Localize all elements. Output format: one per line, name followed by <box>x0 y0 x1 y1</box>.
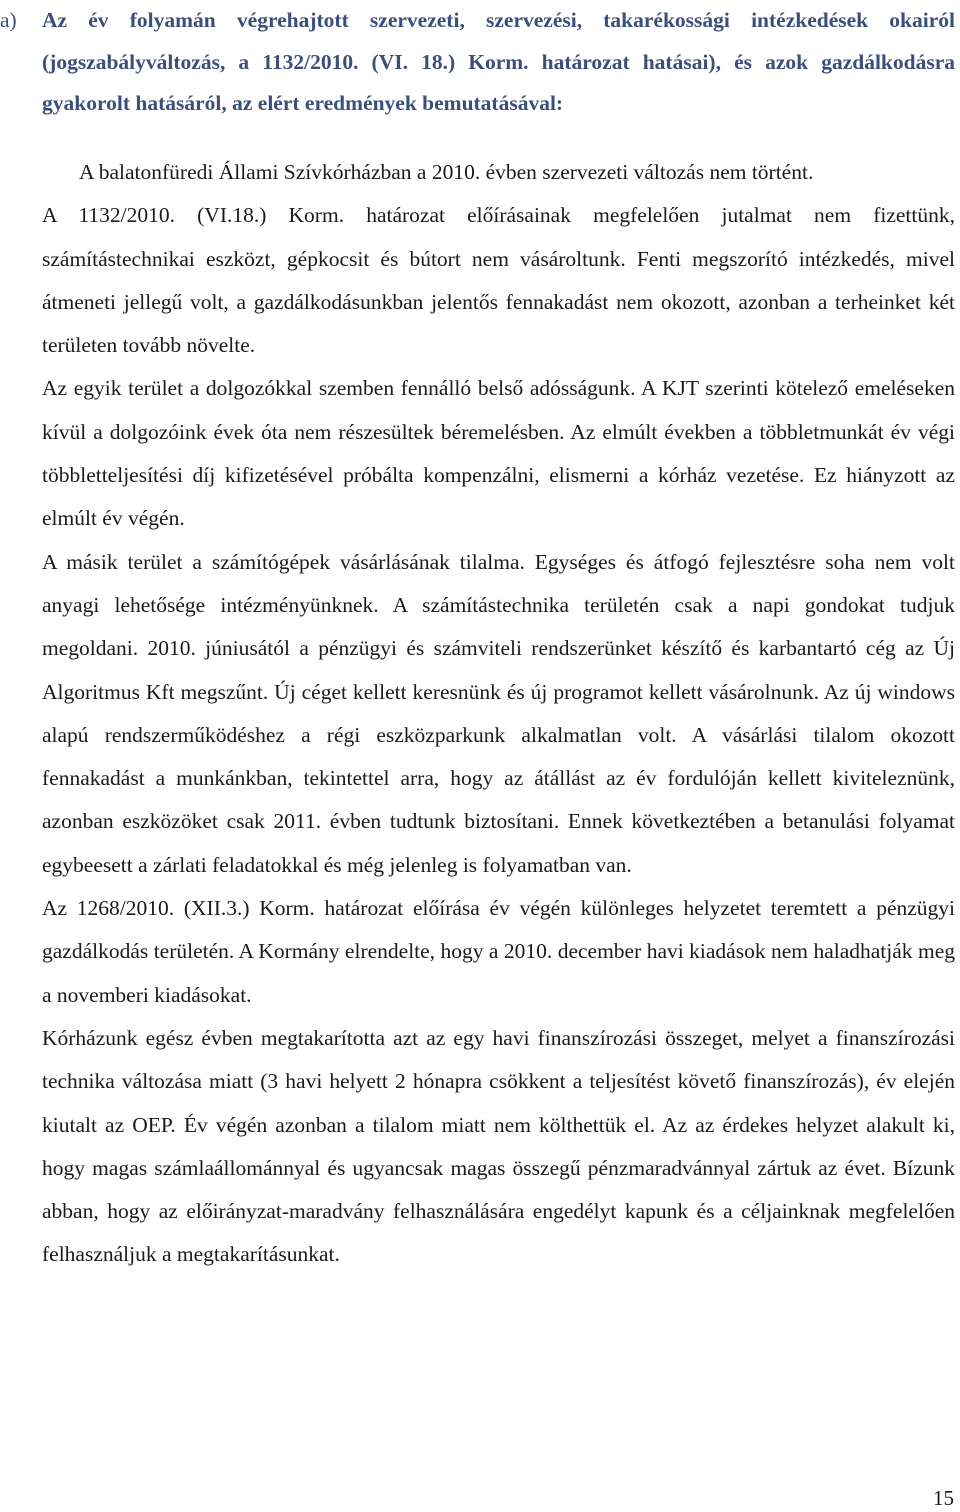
page-number: 15 <box>933 1486 954 1510</box>
list-marker: a) <box>0 8 17 32</box>
section-heading-text: Az év folyamán végrehajtott szervezeti, szervezési, takarékossági intézkedések okairól (jogszabályváltozás, a 1132/2010. (VI. 18.) Korm. határozat hatásai), és azok gazdálkodásra gyakorolt hatásáról, az elért eredmények bemutatásával: <box>42 8 955 115</box>
paragraph: Az 1268/2010. (XII.3.) Korm. határozat előírása év végén különleges helyzetet teremtett a pénzügyi gazdálkodás területén. A Kormány elrendelte, hogy a 2010. december havi kiadások nem haladhatják meg a novemberi kiadásokat. <box>42 896 955 1007</box>
paragraph: Kórházunk egész évben megtakarította azt az egy havi finanszírozási összeget, melyet a finanszírozási technika változása miatt (3 havi helyett 2 hónapra csökkent a teljesítést követő finanszírozás), év elején kiutalt az OEP. Év végén azonban a tilalom miatt nem költhettük el. Az az érdekes helyzet alakult ki, hogy magas számlaállománnyal és ugyancsak magas összegű pénzmaradvánnyal zártuk az évet. Bízunk abban, hogy az előirányzat-maradvány felhasználására engedélyt kapunk és a céljainknak megfelelően felhasználjuk a megtakarításunkat. <box>42 1025 955 1267</box>
paragraph: A balatonfüredi Állami Szívkórházban a 2010. évben szervezeti változás nem történt. <box>79 160 814 184</box>
body-text <box>42 151 955 1277</box>
section-heading <box>0 0 955 125</box>
paragraph: A 1132/2010. (VI.18.) Korm. határozat előírásainak megfelelően jutalmat nem fizettünk, számítástechnikai eszközt, gépkocsit és bútort nem vásároltunk. Fenti megszorító intézkedés, mivel átmeneti jellegű volt, a gazdálkodásunkban jelentős fennakadást nem okozott, azonban a terheinket két területen tovább növelte. <box>42 203 955 358</box>
paragraph: A másik terület a számítógépek vásárlásának tilalma. Egységes és átfogó fejlesztésre soha nem volt anyagi lehetősége intézményünknek. A számítástechnika területén csak a napi gondokat tudjuk megoldani. 2010. júniusától a pénzügyi és számviteli rendszerünket készítő és karbantartó cég az Új Algoritmus Kft megszűnt. Új céget kellett keresnünk és új programot kellett vásárolnunk. Az új windows alapú rendszerműködéshez a régi eszközparkunk alkalmatlan volt. A vásárlási tilalom okozott fennakadást a munkánkban, tekintettel arra, hogy az átállást az év fordulóján kellett kiviteleznünk, azonban eszközöket csak 2011. évben tudtunk biztosítani. Ennek következtében a betanulási folyamat egybeesett a zárlati feladatokkal és még jelenleg is folyamatban van. <box>42 549 955 877</box>
paragraph: Az egyik terület a dolgozókkal szemben fennálló belső adósságunk. A KJT szerinti kötelező emeléseken kívül a dolgozóink évek óta nem részesültek béremelésben. Az elmúlt években a többletmunkát év végi többletteljesítési díj kifizetésével próbálta kompenzálni, elismerni a kórház vezetése. Ez hiányzott az elmúlt év végén. <box>42 376 955 531</box>
